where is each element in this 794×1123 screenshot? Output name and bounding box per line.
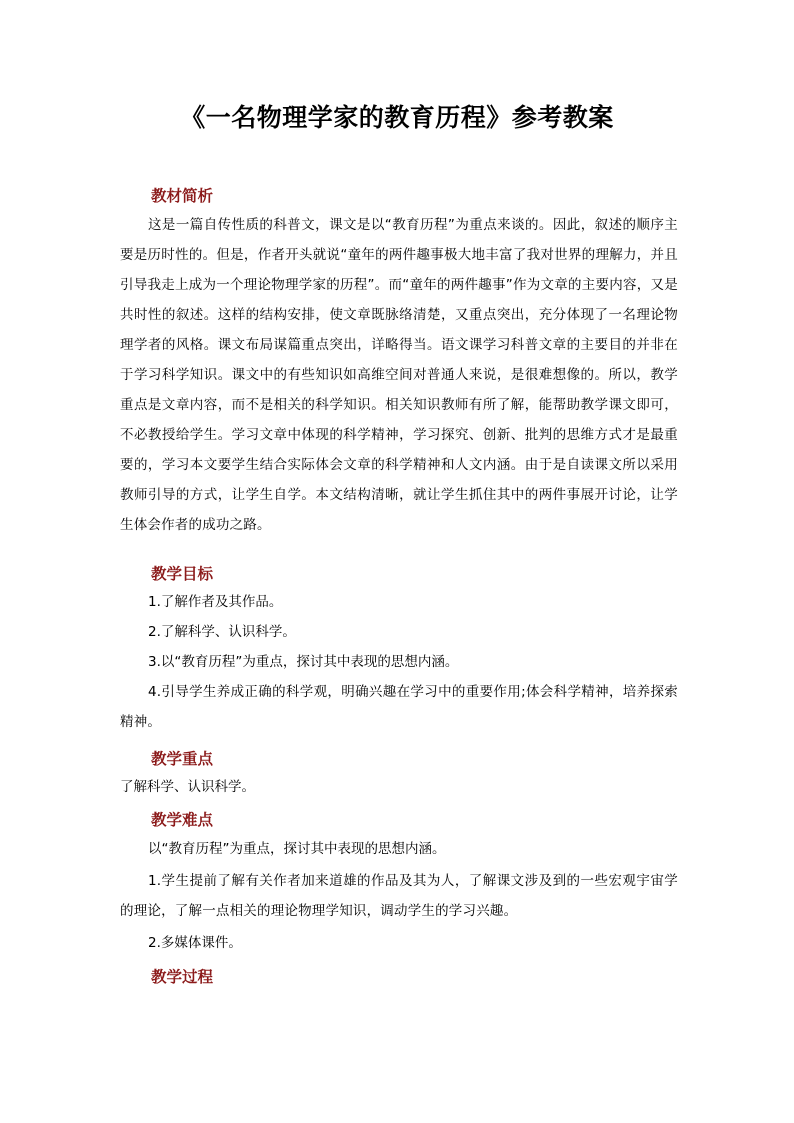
document-title: 《一名物理学家的教育历程》参考教案: [180, 103, 614, 132]
section-heading-difficulties: 教学难点: [151, 810, 214, 829]
key-points-text: 了解科学、认识科学。: [120, 779, 255, 795]
goal-item-1: 1.了解作者及其作品。: [148, 594, 283, 610]
goal-item-3: 3.以“教育历程”为重点，探讨其中表现的思想内涵。: [148, 654, 459, 670]
section-heading-goals: 教学目标: [151, 564, 214, 583]
section-heading-key-points: 教学重点: [151, 749, 214, 768]
goal-item-4: 4.引导学生养成正确的科学观，明确兴趣在学习中的重要作用;体会科学精神，培养探索精神。: [120, 684, 678, 730]
difficulties-item-2: 2.多媒体课件。: [148, 935, 242, 951]
section-heading-process: 教学过程: [151, 967, 214, 986]
difficulties-item-1: 1.学生提前了解有关作者加来道雄的作品及其为人，了解课文涉及到的一些宏观宇宙学的理论，了解一点相关的理论物理学知识，调动学生的学习兴趣。: [120, 873, 678, 919]
section-heading-analysis: 教材简析: [151, 186, 214, 205]
goal-item-2: 2.了解科学、认识科学。: [148, 624, 296, 640]
difficulties-text: 以“教育历程”为重点，探讨其中表现的思想内涵。: [148, 841, 446, 857]
analysis-paragraph: 这是一篇自传性质的科普文，课文是以“教育历程”为重点来谈的。因此，叙述的顺序主要是历时性的。但是，作者开头就说“童年的两件趣事极大地丰富了我对世界的理解力，并且引导我走上成为一个理论物理学家的历程”。而“童年的两件趣事”作为文章的主要内容，又是共时性的叙述。这样的结构安排，使文章既脉络清楚，又重点突出，充分体现了一名理论物理学者的风格。课文布局谋篇重点突出，详略得当。语文课学习科普文章的主要目的并非在于学习科学知识。课文中的有些知识如高维空间对普通人来说，是很难想像的。所以，教学重点是文章内容，而不是相关的科学知识。相关知识教师有所了解，能帮助教学课文即可，不必教授给学生。学习文章中体现的科学精神，学习探究、创新、批判的思维方式才是最重要的，学习本文要学生结合实际体会文章的科学精神和人文内涵。由于是自读课文所以采用教师引导的方式，让学生自学。本文结构清晰，就让学生抓住其中的两件事展开讨论，让学生体会作者的成功之路。: [120, 217, 678, 533]
